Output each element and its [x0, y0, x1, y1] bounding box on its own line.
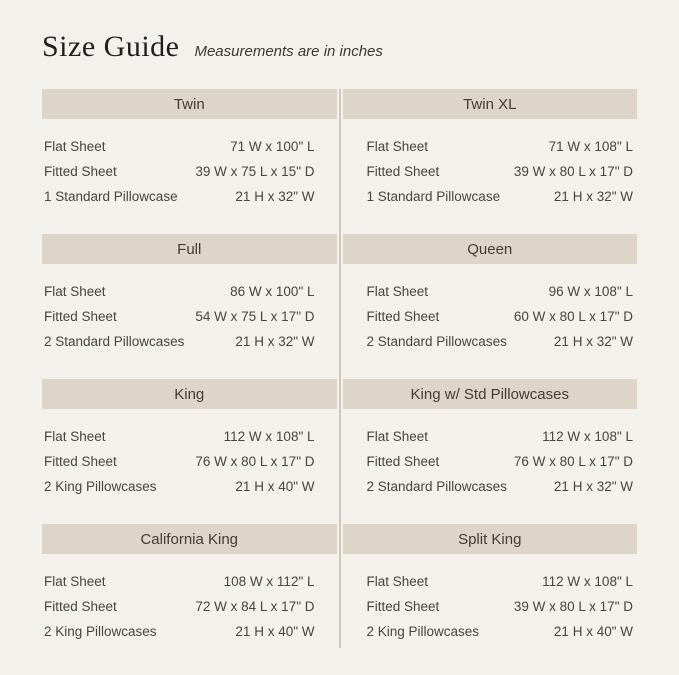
spec-rows [42, 264, 337, 354]
spec-row [343, 304, 638, 329]
page-title: Size Guide [42, 30, 180, 63]
spec-row [343, 424, 638, 449]
spec-label: Flat Sheet [44, 284, 106, 299]
section-queen [343, 234, 638, 379]
section-split-king [343, 524, 638, 669]
spec-row [42, 159, 337, 184]
section-header: Split King [343, 524, 638, 554]
section-twin [42, 89, 337, 234]
spec-row [42, 619, 337, 644]
spec-label: Fitted Sheet [366, 309, 440, 324]
spec-value: 112 W x 108" L [223, 429, 315, 444]
spec-row [42, 424, 337, 449]
spec-row [343, 449, 638, 474]
spec-label: Fitted Sheet [44, 599, 117, 614]
spec-value: 39 W x 80 L x 17" D [513, 164, 633, 179]
section-california-king [42, 524, 337, 669]
spec-row [42, 594, 337, 619]
spec-row [343, 569, 638, 594]
spec-row [343, 594, 638, 619]
spec-label: 1 Standard Pillowcase [44, 189, 178, 204]
page-subtitle: Measurements are in inches [194, 43, 383, 60]
spec-value: 60 W x 80 L x 17" D [513, 309, 633, 324]
spec-row [42, 304, 337, 329]
spec-rows [42, 119, 337, 209]
spec-label: Flat Sheet [44, 139, 106, 154]
spec-value: 21 H x 32" W [553, 479, 633, 494]
spec-value: 21 H x 40" W [553, 624, 633, 639]
spec-label: Fitted Sheet [44, 164, 117, 179]
spec-value: 21 H x 40" W [235, 479, 315, 494]
spec-value: 112 W x 108" L [542, 429, 633, 444]
spec-label: Flat Sheet [366, 139, 429, 154]
spec-rows [343, 119, 638, 209]
spec-value: 39 W x 80 L x 17" D [513, 599, 633, 614]
spec-value: 76 W x 80 L x 17" D [513, 454, 633, 469]
spec-label: Fitted Sheet [366, 164, 440, 179]
spec-row [42, 329, 337, 354]
section-king [42, 379, 337, 524]
spec-rows [343, 554, 638, 644]
spec-label: Fitted Sheet [44, 309, 117, 324]
spec-label: 2 Standard Pillowcases [44, 334, 185, 349]
spec-label: Flat Sheet [366, 574, 429, 589]
spec-rows [343, 409, 638, 499]
section-king-std-pillowcases [343, 379, 638, 524]
spec-label: 2 Standard Pillowcases [366, 334, 507, 349]
spec-value: 72 W x 84 L x 17" D [195, 599, 315, 614]
spec-label: 2 King Pillowcases [44, 624, 157, 639]
spec-label: 2 King Pillowcases [44, 479, 157, 494]
spec-label: Fitted Sheet [366, 599, 440, 614]
section-header: Queen [343, 234, 638, 264]
spec-value: 112 W x 108" L [542, 574, 633, 589]
spec-value: 21 H x 32" W [235, 334, 315, 349]
spec-row [343, 184, 638, 209]
section-header: Twin [42, 89, 337, 119]
spec-label: Flat Sheet [44, 574, 106, 589]
spec-row [343, 329, 638, 354]
section-header: California King [42, 524, 337, 554]
section-twin-xl [343, 89, 638, 234]
spec-row [343, 134, 638, 159]
spec-label: Fitted Sheet [366, 454, 440, 469]
spec-value: 96 W x 108" L [548, 284, 633, 299]
column-divider [339, 89, 340, 648]
spec-label: 2 Standard Pillowcases [366, 479, 507, 494]
page-header [42, 30, 637, 70]
spec-row [343, 159, 638, 184]
spec-rows [42, 554, 337, 644]
section-header: Full [42, 234, 337, 264]
spec-value: 76 W x 80 L x 17" D [195, 454, 315, 469]
spec-value: 71 W x 108" L [548, 139, 633, 154]
spec-value: 108 W x 112" L [223, 574, 315, 589]
section-full [42, 234, 337, 379]
size-guide-grid [42, 89, 637, 669]
spec-value: 54 W x 75 L x 17" D [195, 309, 315, 324]
spec-value: 39 W x 75 L x 15" D [195, 164, 315, 179]
spec-rows [343, 264, 638, 354]
spec-row [42, 184, 337, 209]
spec-label: Flat Sheet [366, 284, 429, 299]
spec-label: 2 King Pillowcases [366, 624, 480, 639]
spec-label: Flat Sheet [366, 429, 429, 444]
spec-row [42, 474, 337, 499]
section-header: King w/ Std Pillowcases [343, 379, 638, 409]
spec-label: Fitted Sheet [44, 454, 117, 469]
spec-row [343, 474, 638, 499]
spec-row [343, 619, 638, 644]
spec-value: 71 W x 100" L [230, 139, 315, 154]
spec-value: 21 H x 40" W [235, 624, 315, 639]
spec-row [42, 279, 337, 304]
spec-value: 21 H x 32" W [553, 189, 633, 204]
spec-row [42, 569, 337, 594]
spec-row [42, 134, 337, 159]
section-header: King [42, 379, 337, 409]
section-header: Twin XL [343, 89, 638, 119]
spec-value: 21 H x 32" W [553, 334, 633, 349]
spec-row [343, 279, 638, 304]
spec-label: 1 Standard Pillowcase [366, 189, 501, 204]
spec-rows [42, 409, 337, 499]
spec-value: 86 W x 100" L [230, 284, 315, 299]
spec-row [42, 449, 337, 474]
spec-value: 21 H x 32" W [235, 189, 315, 204]
spec-label: Flat Sheet [44, 429, 106, 444]
